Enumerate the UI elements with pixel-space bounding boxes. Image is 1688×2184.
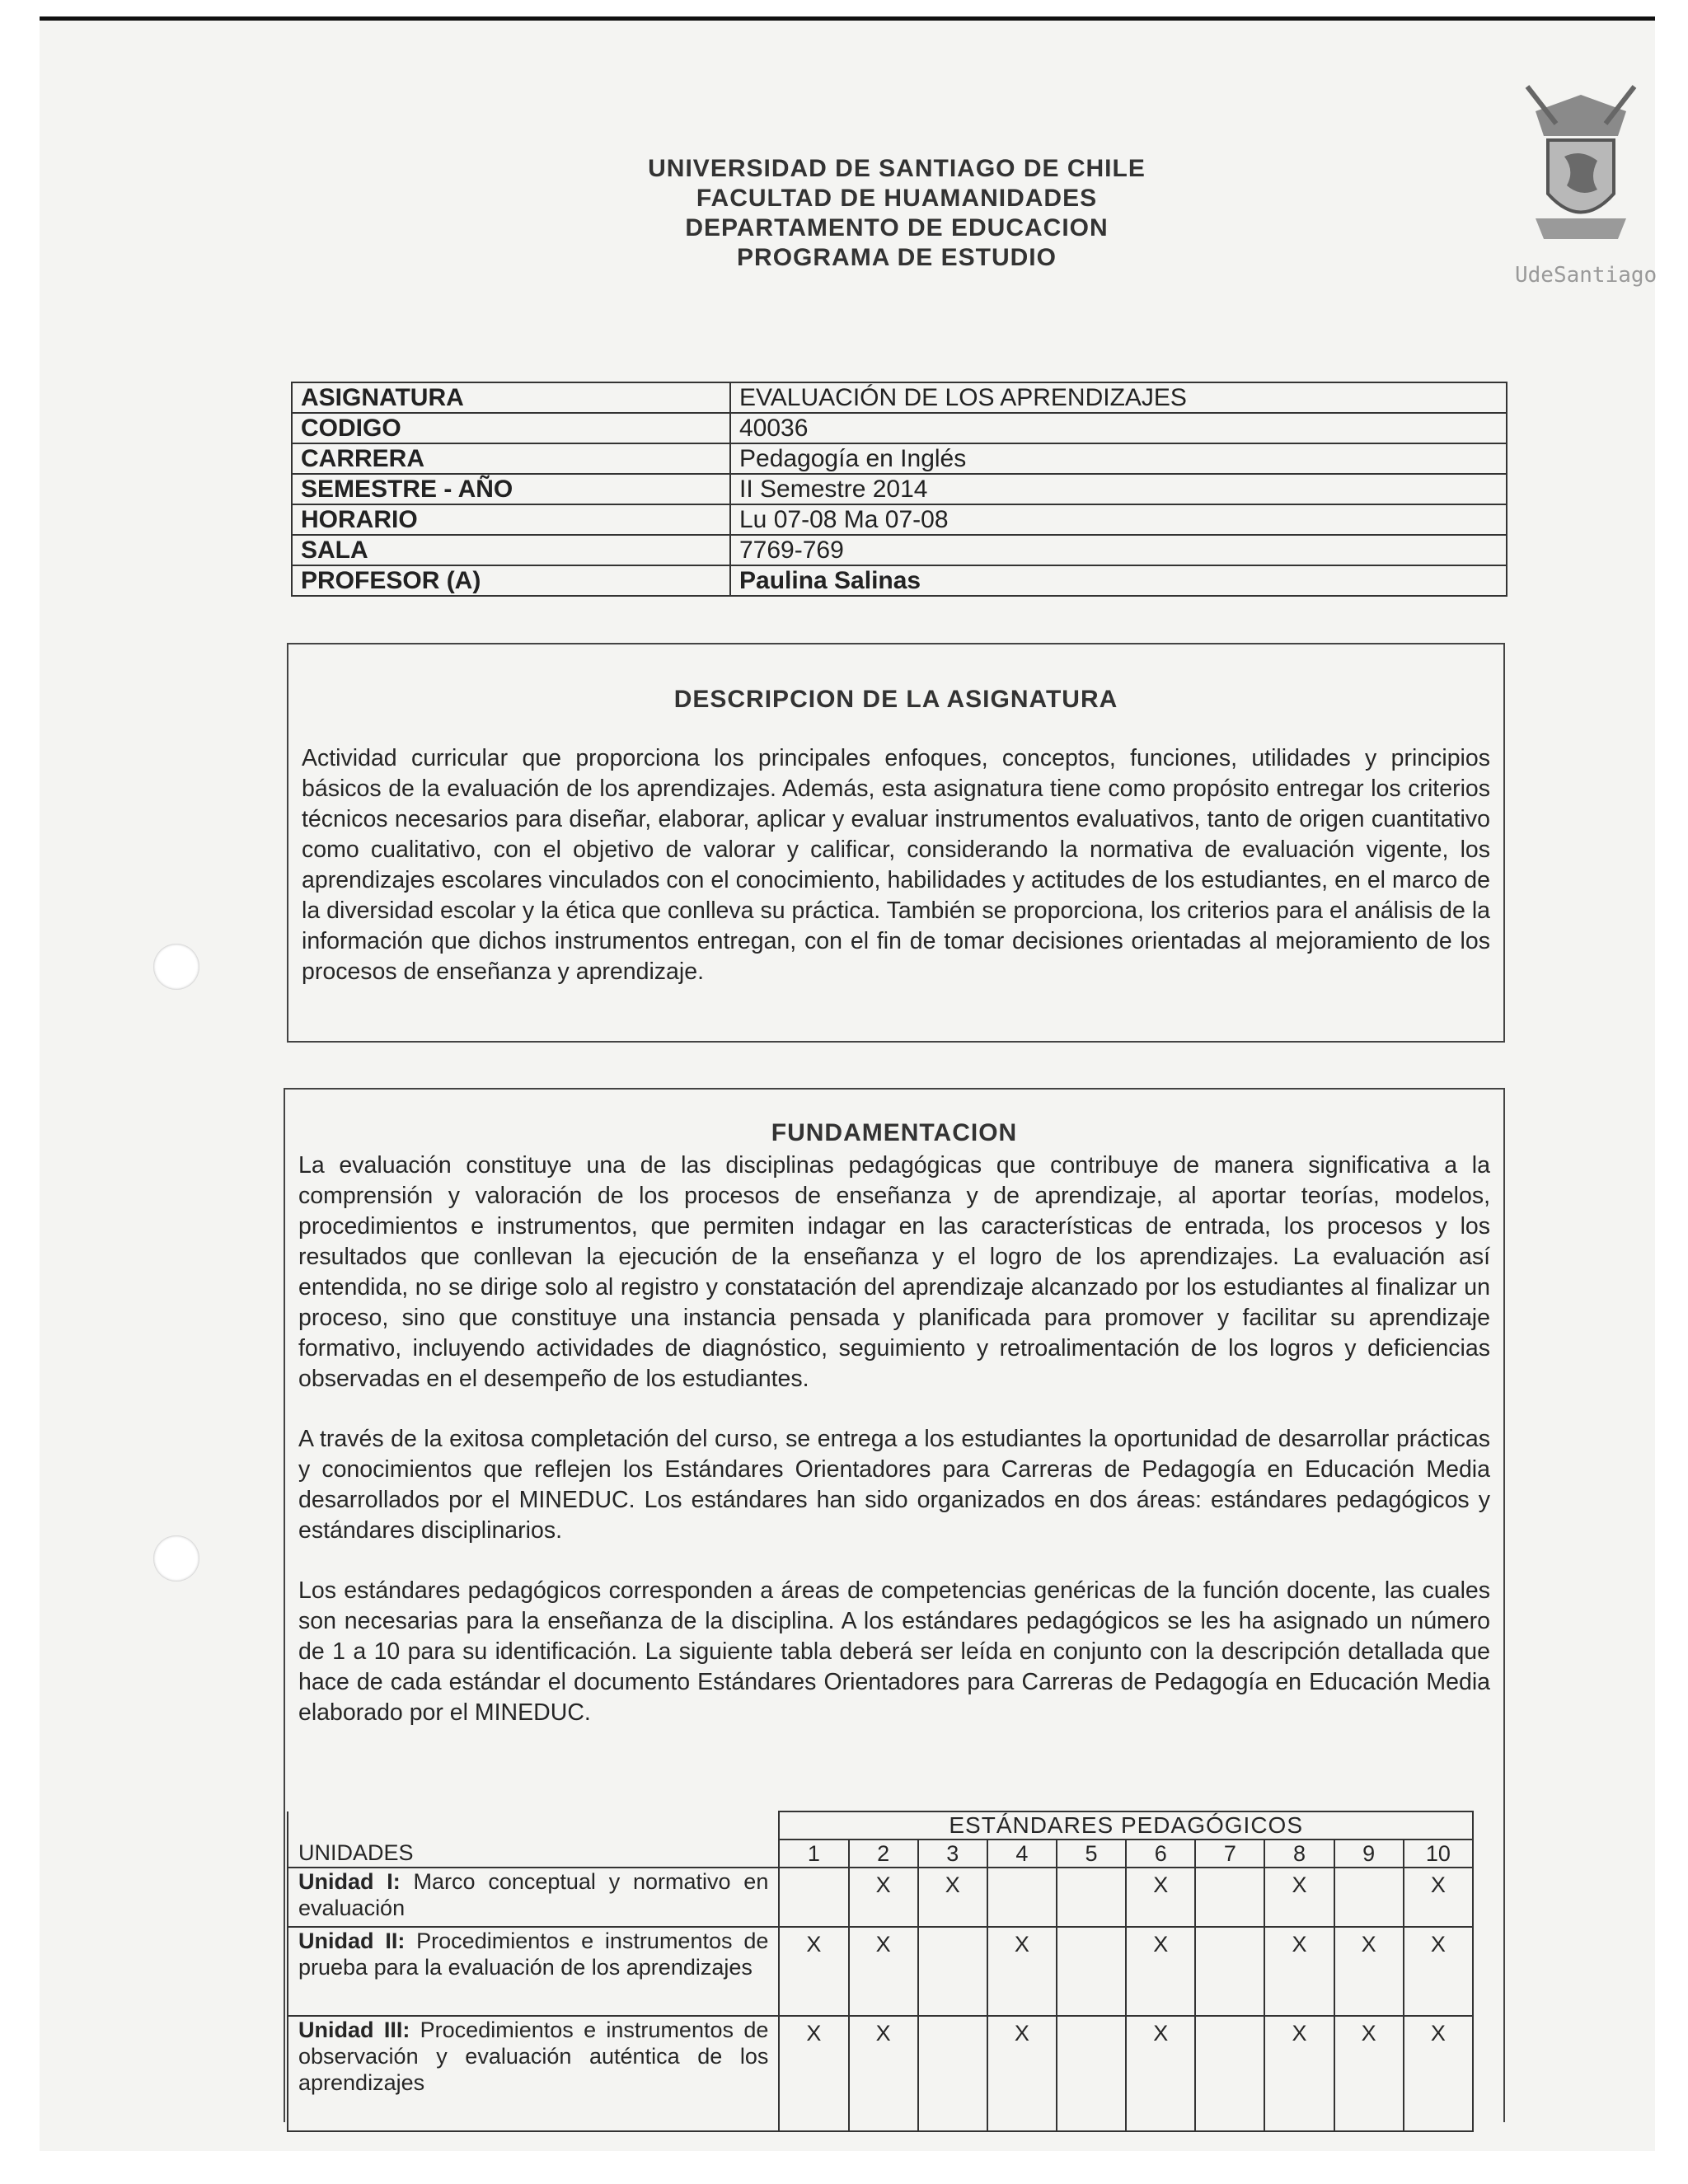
standard-mark: X: [1334, 2016, 1404, 2131]
standard-mark: [918, 2016, 987, 2131]
standard-mark: X: [1126, 1868, 1195, 1927]
table-row: [292, 413, 1507, 443]
info-value: EVALUACIÓN DE LOS APRENDIZAJES: [730, 382, 1507, 413]
table-row: [292, 504, 1507, 535]
units-header: UNIDADES: [288, 1840, 779, 1868]
standard-mark: X: [1404, 1927, 1473, 2016]
header-line-department: DEPARTAMENTO DE EDUCACION: [685, 214, 1109, 241]
info-key: SALA: [292, 535, 730, 565]
standard-mark: X: [1264, 1927, 1334, 2016]
punch-hole: [153, 944, 199, 990]
standard-mark: [918, 1927, 987, 2016]
section-title: FUNDAMENTACION: [771, 1119, 1018, 1146]
info-value: Paulina Salinas: [730, 565, 1507, 596]
standard-mark: [987, 1868, 1057, 1927]
standards-table: [287, 1811, 1474, 2132]
standard-mark: X: [1404, 1868, 1473, 1927]
header-line-university: UNIVERSIDAD DE SANTIAGO DE CHILE: [648, 155, 1146, 182]
standards-title: ESTÁNDARES PEDAGÓGICOS: [779, 1811, 1473, 1840]
fundamentacion-paragraph: La evaluación constituye una de las disciplinas pedagógicas que contribuye de manera significativa a la comprensión y valoración de los procesos de enseñanza y de aprendizaje, al aportar teorías, modelos, procedimientos e instrumentos, que permiten indagar en las características de entrada, los procesos y los resultados que conllevan la ejecución de la enseñanza y el logro de los aprendizajes. La evaluación así entendida, no se dirige solo al registro y constatación del aprendizaje alcanzado por los estudiantes al finalizar un proceso, sino que constituye una instancia pensada y planificada para promover y facilitar su aprendizaje formativo, incluyendo actividades de diagnóstico, seguimiento y retroalimentación de los logros y deficiencias observadas en el desempeño de los estudiantes.: [298, 1152, 1490, 1392]
standard-number: 4: [987, 1840, 1057, 1868]
standard-mark: X: [1404, 2016, 1473, 2131]
standard-mark: X: [987, 1927, 1057, 2016]
standard-number: 9: [1334, 1840, 1404, 1868]
table-row: [292, 535, 1507, 565]
description-text: Actividad curricular que proporciona los principales enfoques, conceptos, funciones, utilidades y principios básicos de la evaluación de los aprendizajes. Además, esta asignatura tiene como propósito entregar los criterios técnicos necesarios para diseñar, elaborar, aplicar y evaluar instrumentos evaluativos, tanto de origen cuantitativo como cualitativo, con el objetivo de valorar y calificar, considerando la normativa de evaluación vigente, los aprendizajes escolares vinculados con el conocimiento, habilidades y actitudes de los estudiantes, en el marco de la diversidad escolar y la ética que conlleva su práctica. También se proporciona, los criterios para el análisis de la información que dichos instrumentos entregan, con el fin de tomar decisiones orientadas al mejoramiento de los procesos de enseñanza y aprendizaje.: [302, 745, 1490, 985]
info-key: ASIGNATURA: [292, 382, 730, 413]
table-header-row: [288, 1811, 1473, 1840]
university-logo: [1515, 78, 1658, 293]
standard-number: 6: [1126, 1840, 1195, 1868]
unit-label: Unidad III:: [298, 2018, 410, 2042]
table-header-row: [288, 1840, 1473, 1868]
standard-number: 5: [1057, 1840, 1126, 1868]
punch-hole: [153, 1535, 199, 1582]
standard-mark: X: [849, 1927, 918, 2016]
coat-of-arms-icon: [1519, 78, 1643, 255]
unit-name: Marco conceptual y normativo en evaluación: [298, 1869, 769, 1920]
standard-mark: X: [987, 2016, 1057, 2131]
info-key: PROFESOR (A): [292, 565, 730, 596]
standard-mark: [1195, 2016, 1264, 2131]
document-page: [40, 16, 1658, 2151]
standard-mark: [779, 1868, 848, 1927]
standard-mark: X: [779, 1927, 848, 2016]
standard-mark: [1334, 1868, 1404, 1927]
standard-number: 1: [779, 1840, 848, 1868]
table-row: [292, 443, 1507, 474]
standard-number: 2: [849, 1840, 918, 1868]
info-key: CARRERA: [292, 443, 730, 474]
info-value: 7769-769: [730, 535, 1507, 565]
university-header: [534, 154, 1259, 273]
standard-mark: X: [1264, 1868, 1334, 1927]
table-row: [288, 1927, 1473, 2016]
info-value: 40036: [730, 413, 1507, 443]
fundamentacion-paragraph: A través de la exitosa completación del curso, se entrega a los estudiantes la oportunidad de desarrollar prácticas y conocimientos que reflejen los Estándares Orientadores para Carreras de Pedagogía en Educación Media desarrollados por el MINEDUC. Los estándares han sido organizados en dos áreas: estándares pedagógicos y estándares disciplinarios.: [298, 1426, 1490, 1544]
logo-text: UdeSantiago: [1515, 263, 1658, 288]
standard-mark: X: [849, 2016, 918, 2131]
standard-mark: [1057, 1868, 1126, 1927]
standard-mark: [1057, 1927, 1126, 2016]
unit-cell: [288, 1927, 779, 2016]
table-row: [292, 382, 1507, 413]
header-line-program: PROGRAMA DE ESTUDIO: [737, 244, 1057, 271]
unit-label: Unidad II:: [298, 1929, 406, 1953]
standard-mark: X: [918, 1868, 987, 1927]
standard-number: 8: [1264, 1840, 1334, 1868]
unit-cell: [288, 1868, 779, 1927]
standard-number: 10: [1404, 1840, 1473, 1868]
standard-mark: [1195, 1927, 1264, 2016]
info-value: Lu 07-08 Ma 07-08: [730, 504, 1507, 535]
standard-mark: X: [849, 1868, 918, 1927]
unit-cell: [288, 2016, 779, 2131]
info-key: CODIGO: [292, 413, 730, 443]
info-key: HORARIO: [292, 504, 730, 535]
unit-label: Unidad I:: [298, 1869, 401, 1894]
table-row: [288, 2016, 1473, 2131]
unit-name: Procedimientos e instrumentos de prueba para la evaluación de los aprendizajes: [298, 1929, 769, 1980]
standard-number: 3: [918, 1840, 987, 1868]
standard-mark: X: [1264, 2016, 1334, 2131]
standard-mark: X: [779, 2016, 848, 2131]
standard-mark: [1195, 1868, 1264, 1927]
fundamentacion-paragraph: Los estándares pedagógicos corresponden a áreas de competencias genéricas de la función docente, las cuales son necesarias para la enseñanza de la disciplina. A los estándares pedagógicos se les ha asignado un número de 1 a 10 para su identificación. La siguiente tabla deberá ser leída en conjunto con la descripción detallada que hace de cada estándar el documento Estándares Orientadores para Carreras de Pedagogía en Educación Media elaborado por el MINEDUC.: [298, 1577, 1490, 1726]
info-key: SEMESTRE - AÑO: [292, 474, 730, 504]
info-value: Pedagogía en Inglés: [730, 443, 1507, 474]
course-info-table: [291, 382, 1507, 597]
standard-mark: X: [1126, 2016, 1195, 2131]
unit-name: Procedimientos e instrumentos de observación y evaluación auténtica de los aprendizajes: [298, 2018, 769, 2095]
standard-mark: [1057, 2016, 1126, 2131]
standard-mark: X: [1126, 1927, 1195, 2016]
table-row: [292, 565, 1507, 596]
standard-number: 7: [1195, 1840, 1264, 1868]
description-section: [287, 643, 1505, 1043]
table-row: [288, 1868, 1473, 1927]
section-title: DESCRIPCION DE LA ASIGNATURA: [673, 686, 1118, 713]
info-value: II Semestre 2014: [730, 474, 1507, 504]
table-row: [292, 474, 1507, 504]
standard-mark: X: [1334, 1927, 1404, 2016]
header-line-faculty: FACULTAD DE HUAMANIDADES: [696, 185, 1098, 212]
